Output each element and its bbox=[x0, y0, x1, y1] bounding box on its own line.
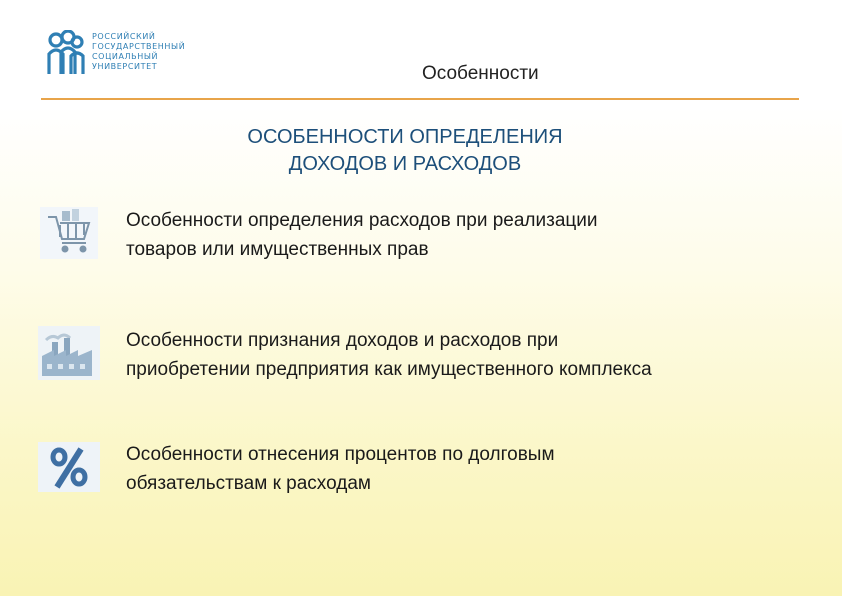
factory-icon bbox=[38, 326, 100, 380]
shopping-cart-icon bbox=[38, 205, 100, 259]
header-title: Особенности bbox=[422, 63, 539, 84]
list-item-text bbox=[126, 206, 806, 264]
page-title-line: ОСОБЕННОСТИ ОПРЕДЕЛЕНИЯ bbox=[247, 126, 563, 148]
header-divider bbox=[41, 98, 799, 100]
list-item-line: Особенности определения расходов при реализации bbox=[126, 210, 598, 231]
page-title bbox=[150, 124, 660, 178]
university-logo bbox=[44, 30, 194, 80]
university-people-logo-icon bbox=[44, 30, 88, 78]
logo-line: УНИВЕРСИТЕТ bbox=[92, 62, 158, 71]
logo-line: СОЦИАЛЬНЫЙ bbox=[92, 52, 159, 61]
list-item-line: приобретении предприятия как имущественного комплекса bbox=[126, 359, 652, 380]
logo-line: ГОСУДАРСТВЕННЫЙ bbox=[92, 42, 186, 51]
list-item-text bbox=[126, 326, 806, 384]
list-item-line: обязательствам к расходам bbox=[126, 473, 371, 494]
list-item-line: товаров или имущественных прав bbox=[126, 239, 429, 260]
list-item-line: Особенности отнесения процентов по долговым bbox=[126, 444, 555, 465]
page-title-line: ДОХОДОВ И РАСХОДОВ bbox=[288, 153, 522, 175]
logo-text bbox=[92, 32, 185, 72]
percent-icon bbox=[38, 442, 100, 496]
list-item-line: Особенности признания доходов и расходов при bbox=[126, 330, 559, 351]
logo-line: РОССИЙСКИЙ bbox=[92, 32, 156, 41]
list-item-text bbox=[126, 440, 806, 498]
